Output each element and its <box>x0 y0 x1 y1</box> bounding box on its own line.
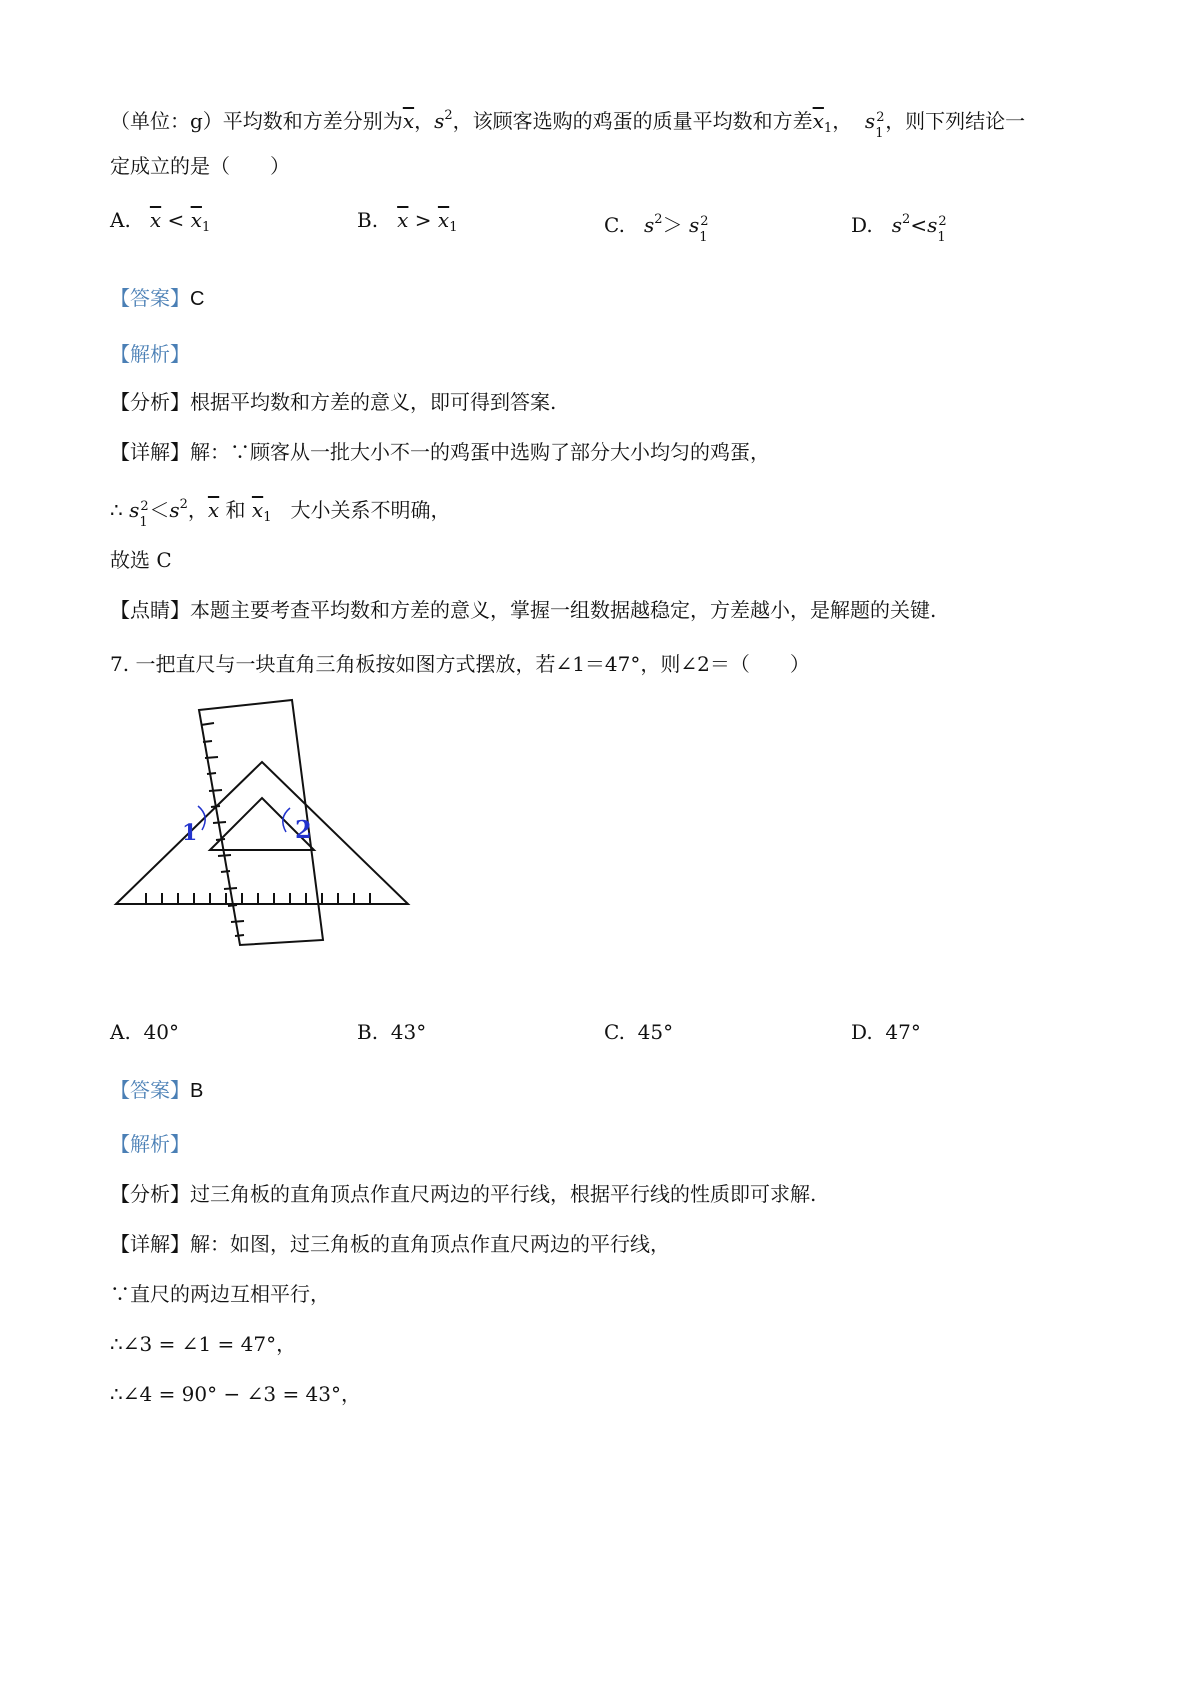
x-bar: $\overline{x}$ <box>402 109 415 133</box>
option-c-s1: s <box>688 213 700 237</box>
q6-therefore <box>110 491 451 532</box>
q7-option-c-label: C. <box>604 1020 625 1044</box>
q6-dianjing: 【点睛】本题主要考查平均数和方差的意义，掌握一组数据越稳定，方差越小，是解题的关键. <box>110 598 937 622</box>
large-triangle <box>116 762 408 904</box>
q6-answer-value: C <box>190 288 205 310</box>
q6-stem-line1 <box>110 102 1025 143</box>
option-c-s1-sq: 2 <box>700 213 709 229</box>
q6-option-d <box>851 206 947 245</box>
q7-answer <box>110 1076 203 1105</box>
q6-option-a <box>110 206 210 242</box>
option-d-lt: < <box>910 213 928 237</box>
therefore-lt: ＜ <box>149 498 170 522</box>
option-a-lt: < <box>167 208 185 232</box>
option-a-x1: $\overline{x}$ <box>190 208 202 232</box>
s1-supsub <box>875 109 885 141</box>
q7-analysis-tag: 【解析】 <box>110 1132 190 1156</box>
q7-option-d-value: 47° <box>885 1020 921 1044</box>
s-var: s <box>434 109 445 133</box>
option-b-sub: 1 <box>449 220 458 235</box>
option-d-s1-sub: 1 <box>937 229 946 245</box>
therefore-comma: ， <box>187 498 208 522</box>
option-b-label: B. <box>357 208 379 232</box>
triangle-base-ticks <box>146 893 370 904</box>
x1-sub: 1 <box>823 121 833 136</box>
s1-sub: 1 <box>875 125 884 141</box>
q6-stem-text-a: （单位：g）平均数和方差分别为 <box>110 109 403 133</box>
option-b-gt: > <box>414 208 432 232</box>
q6-stem-line2: 定成立的是（ ） <box>110 154 290 178</box>
therefore-x1: $\overline{x}$ <box>251 498 264 522</box>
option-c-supsub <box>699 213 709 245</box>
q7-step1: ∴∠3 = ∠1 = 47°， <box>110 1332 297 1356</box>
option-b-x1: $\overline{x}$ <box>437 208 450 232</box>
option-d-s1: s <box>927 213 938 237</box>
q6-fenxi: 【分析】根据平均数和方差的意义，即可得到答案. <box>110 390 557 414</box>
option-c-sq: 2 <box>654 212 663 227</box>
q6-option-c <box>604 206 709 245</box>
option-d-supsub <box>937 213 947 245</box>
q6-sep: ， <box>832 109 853 133</box>
option-d-sq: 2 <box>902 212 911 227</box>
q7-option-c-value: 45° <box>637 1020 674 1044</box>
therefore-x1-sub: 1 <box>263 510 272 525</box>
q7-option-d-label: D. <box>851 1020 873 1044</box>
q6-comma: ， <box>414 109 435 133</box>
therefore-symbol: ∴ <box>110 498 123 522</box>
q6-stem-text-b: ，该顾客选购的鸡蛋的质量平均数和方差 <box>452 109 813 133</box>
option-d-s1-sq: 2 <box>938 213 947 229</box>
q6-stem-text-c: ，则下列结论一 <box>885 109 1026 133</box>
x1-bar: $\overline{x}$ <box>812 109 824 133</box>
q7-answer-tag: 【答案】 <box>110 1078 190 1102</box>
q6-guxuan: 故选 C <box>110 548 172 572</box>
q6-analysis-tag: 【解析】 <box>110 342 190 366</box>
therefore-he: 和 <box>225 498 246 522</box>
option-a-x: $\overline{x}$ <box>149 208 162 232</box>
therefore-supsub <box>139 498 149 530</box>
option-c-gt: ＞ <box>662 213 683 237</box>
q7-because: ∵直尺的两边互相平行， <box>110 1282 330 1306</box>
therefore-relation: 大小关系不明确， <box>290 498 451 522</box>
q6-answer <box>110 284 204 313</box>
option-c-label: C. <box>604 213 625 237</box>
therefore-s1-sq: 2 <box>140 498 149 514</box>
s1-var: s <box>864 109 876 133</box>
therefore-s-sq: 2 <box>179 497 188 512</box>
angle-1-label: 1 <box>182 820 198 846</box>
q6-option-b <box>357 206 457 242</box>
q7-fenxi: 【分析】过三角板的直角顶点作直尺两边的平行线，根据平行线的性质即可求解. <box>110 1182 817 1206</box>
therefore-x: $\overline{x}$ <box>207 498 220 522</box>
q7-option-d <box>851 1018 921 1046</box>
option-b-x: $\overline{x}$ <box>397 208 409 232</box>
q7-option-b-label: B. <box>357 1020 379 1044</box>
therefore-s1: s <box>129 498 140 522</box>
q7-xiangjie: 【详解】解：如图，过三角板的直角顶点作直尺两边的平行线， <box>110 1232 670 1256</box>
q6-answer-tag: 【答案】 <box>110 286 190 310</box>
s1-sq: 2 <box>876 109 885 125</box>
q7-figure <box>110 688 430 948</box>
q7-option-a <box>110 1018 179 1046</box>
s-sq: 2 <box>444 108 453 123</box>
option-a-label: A. <box>110 208 131 232</box>
option-d-label: D. <box>851 213 873 237</box>
q7-answer-value: B <box>190 1080 204 1102</box>
option-a-sub: 1 <box>201 220 211 235</box>
therefore-s1-sub: 1 <box>139 514 148 530</box>
angle-2-label: 2 <box>295 815 312 844</box>
q7-option-c <box>604 1018 673 1046</box>
q7-option-a-label: A. <box>110 1020 131 1044</box>
q7-stem: 7. 一把直尺与一块直角三角板按如图方式摆放，若∠1＝47°，则∠2＝（ ） <box>110 652 810 676</box>
q7-step2: ∴∠4 = 90° − ∠3 = 43°， <box>110 1382 362 1406</box>
option-d-s: s <box>891 213 903 237</box>
q7-option-b <box>357 1018 426 1046</box>
q7-option-b-value: 43° <box>390 1020 427 1044</box>
q6-xiangjie: 【详解】解：∵顾客从一批大小不一的鸡蛋中选购了部分大小均匀的鸡蛋， <box>110 440 770 464</box>
therefore-s: s <box>169 498 180 522</box>
option-c-s: s <box>644 213 655 237</box>
option-c-s1-sub: 1 <box>699 229 708 245</box>
q7-option-a-value: 40° <box>143 1020 179 1044</box>
